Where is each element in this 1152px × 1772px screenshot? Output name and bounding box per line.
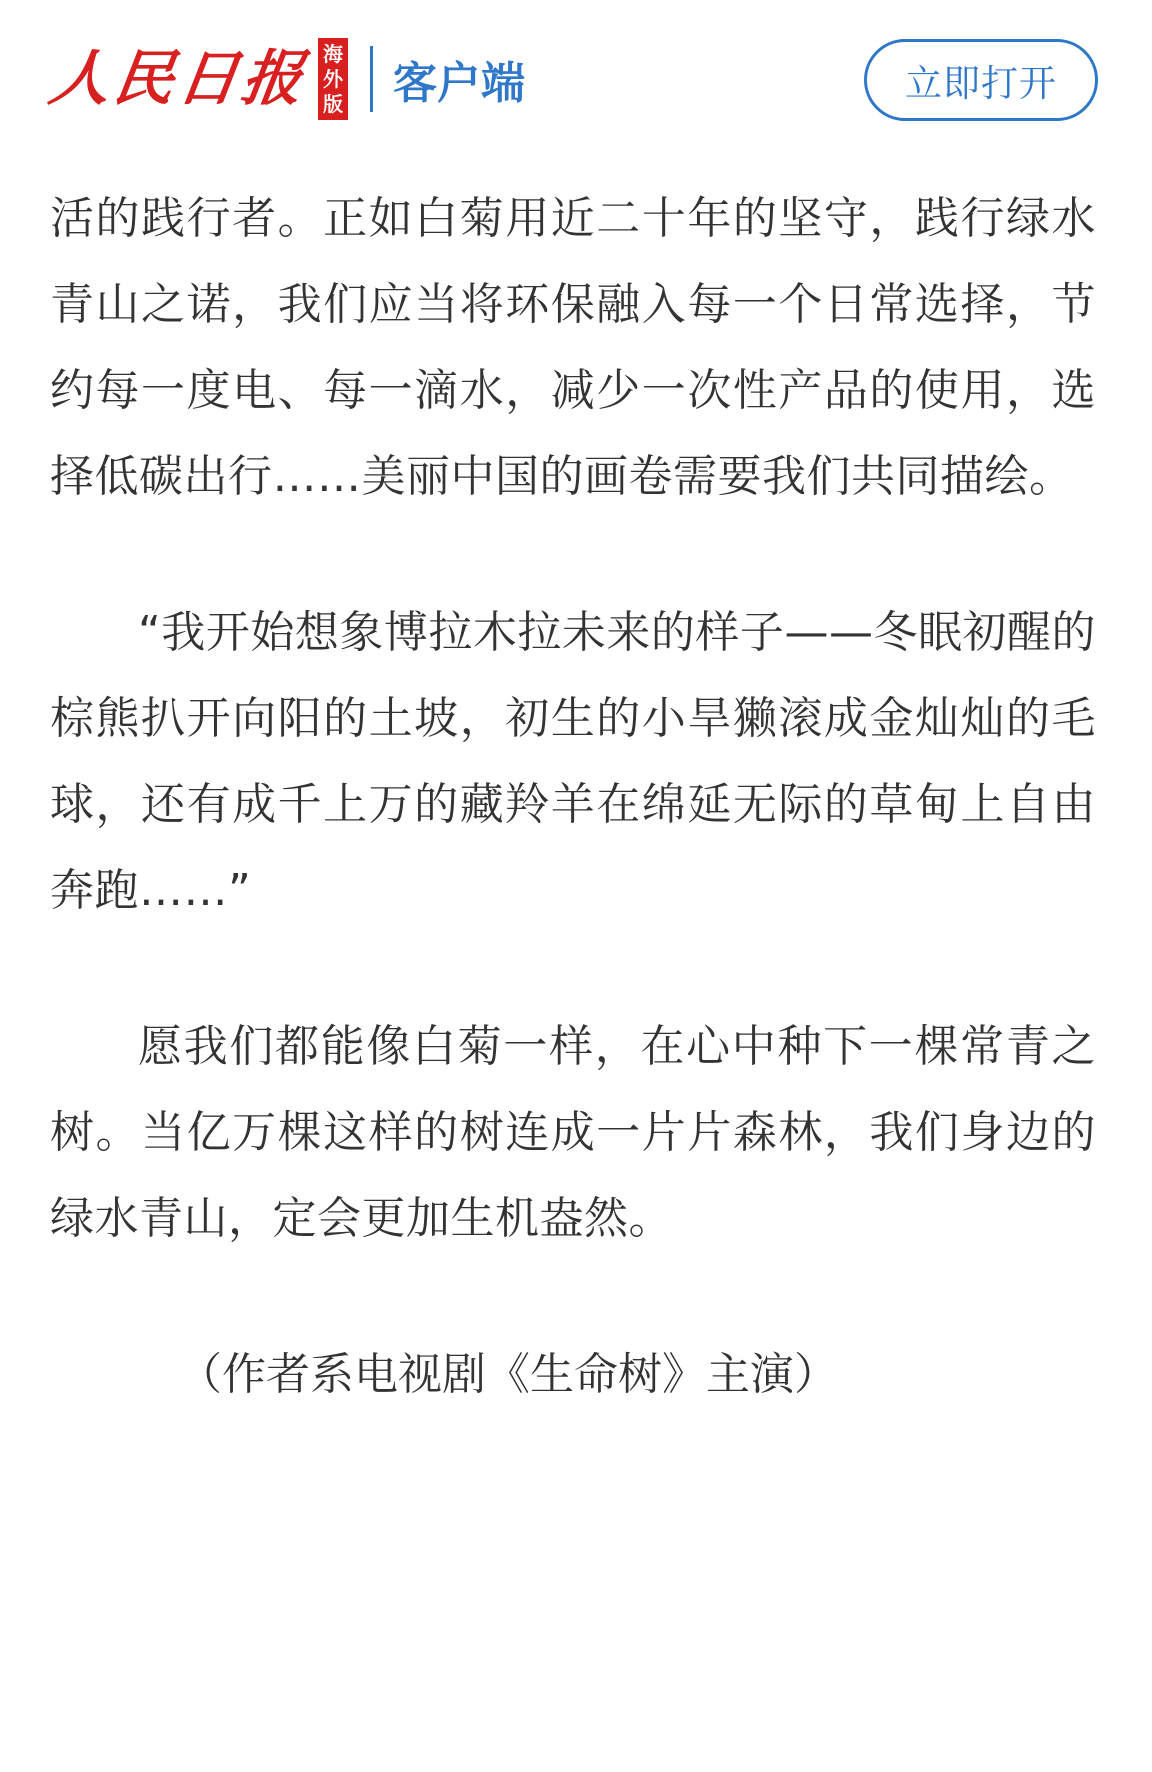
open-app-button[interactable]: 立即打开 — [864, 39, 1098, 121]
app-header — [0, 0, 1152, 160]
article-paragraph: “我开始想象博拉木拉未来的样子——冬眠初醒的棕熊扒开向阳的土坡，初生的小旱獭滚成金灿灿的毛球，还有成千上万的藏羚羊在绵延无际的草甸上自由奔跑……” — [50, 607, 1096, 916]
brand-client-label: 客户端 — [393, 58, 525, 109]
paragraph-spacer — [50, 520, 1096, 590]
brand-edition-badge: 海外版 — [318, 38, 348, 120]
paragraph-spacer — [50, 1262, 1096, 1332]
author-byline: （作者系电视剧《生命树》主演） — [178, 1349, 838, 1400]
brand-logo[interactable] — [45, 34, 525, 124]
brand-name: 人民日报 — [45, 44, 311, 114]
article-paragraph: 活的践行者。正如白菊用近二十年的坚守，践行绿水青山之诺，我们应当将环保融入每一个日常选择，节约每一度电、每一滴水，减少一次性产品的使用，选择低碳出行……美丽中国的画卷需要我们共同描绘。 — [50, 193, 1096, 502]
brand-divider — [370, 46, 373, 112]
article-body — [50, 176, 1096, 1418]
article-paragraph: 愿我们都能像白菊一样，在心中种下一棵常青之树。当亿万棵这样的树连成一片片森林，我们身边的绿水青山，定会更加生机盎然。 — [50, 1021, 1096, 1244]
paragraph-spacer — [50, 934, 1096, 1004]
